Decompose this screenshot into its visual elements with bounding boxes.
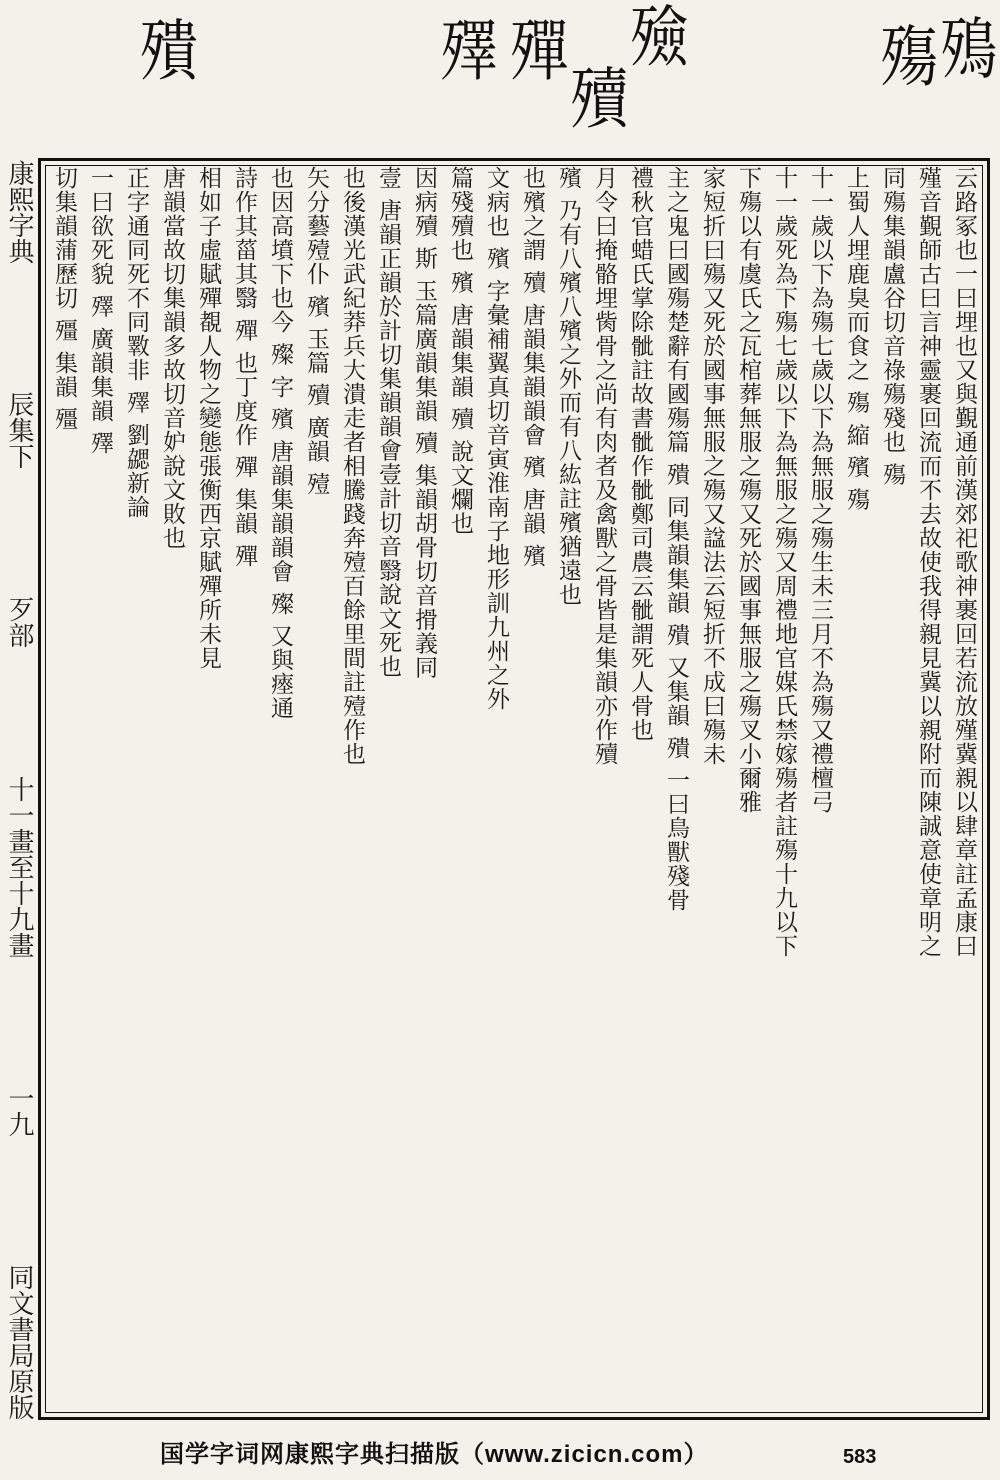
text-column: 唐韻當故切集韻多故切音妒說文敗也: [159, 166, 185, 550]
text-column: 文病也 殯 字彙補翼真切音寅淮南子地形訓九州之外: [483, 166, 509, 711]
seal-char: 殦: [940, 9, 1000, 89]
text-column: 禮秋官蜡氏掌除骴註故書骴作骴鄭司農云骴謂死人骨也: [627, 166, 653, 742]
text-column: 同殤集韻盧谷切音祿殤殘也 殤: [879, 166, 905, 487]
seal-char: 殫: [510, 11, 571, 91]
text-column: 家短折曰殤又死於國事無服之殤又諡法云短折不成曰殤未: [699, 166, 725, 766]
text-column: 切集韻蒲歷切 殭 集韻 殭: [51, 166, 77, 431]
text-column: 也殯之謂 殰 唐韻集韻韻會 殯 唐韻 殯: [519, 166, 545, 568]
seal-char: 殮: [630, 0, 691, 77]
text-column: 詩作其菑其翳 殫 也丁度作 殫 集韻 殫: [231, 166, 257, 568]
running-header: [0, 160, 38, 1420]
text-column: 殣音覲師古曰言神靈裹回流而不去故使我得親見冀以親附而陳誠意使章明之: [915, 166, 941, 958]
text-column: 相如子虛賦殫覩人物之變態張衡西京賦殫所未見: [195, 166, 221, 670]
footer-source: 国学字词网康熙字典扫描版（www.zicicn.com）: [160, 1441, 709, 1468]
seal-char: 殰: [570, 59, 631, 139]
text-column: 十一歲死為下殤七歲以下為無服之殤又周禮地官媒氏禁嫁殤者註殤十九以下: [771, 166, 797, 958]
text-column: 十一歲以下為殤七歲以下為無服之殤生未三月不為殤又禮檀弓: [807, 166, 833, 814]
footer: [0, 1430, 1000, 1470]
text-column: 主之鬼曰國殤楚辭有國殤篇 殨 同集韻集韻 殨 又集韻 殨 一曰鳥獸殘骨: [663, 166, 689, 912]
page-number: 583: [843, 1446, 877, 1468]
text-column: 殯 乃有八殯八殯之外而有八紘註殯猶遠也: [555, 166, 581, 607]
text-column: 矢分藝殪仆 殯 玉篇 殰 廣韻 殪: [303, 166, 329, 496]
radical-label: 歹部: [4, 596, 34, 649]
seal-script-header: [40, 0, 1000, 150]
stroke-range: 十一畫至十九畫: [4, 775, 34, 958]
dictionary-body: [46, 166, 982, 1412]
text-column: 也後漢光武紀莽兵大潰走者相騰踐奔殪百餘里間註殪作也: [339, 166, 365, 766]
text-column: 月令曰掩骼埋胔骨之尚有肉者及禽獸之骨皆是集韻亦作殰: [591, 166, 617, 766]
seal-char: 殬: [440, 11, 501, 91]
text-column: 因病殰 斯 玉篇廣韻集韻 殰 集韻胡骨切音搰義同: [411, 166, 437, 680]
text-column: 也因高墳下也今 殩 字 殯 唐韻集韻韻會 殩 又與瘞通: [267, 166, 293, 720]
text-column: 上蜀人埋鹿臭而食之 殤 縮 殯 殤: [843, 166, 869, 512]
text-column: 壹 唐韻正韻於計切集韻韻會壹計切音翳說文死也: [375, 166, 401, 679]
folio-number: 一九: [4, 1084, 34, 1137]
text-column: 正字通同死不同斁非 殬 劉勰新論: [123, 166, 149, 519]
text-column: 云路冢也一曰埋也又與覲通前漢郊祀歌神裹回若流放殣冀親以肆章註孟康曰: [951, 166, 977, 958]
text-column: 一曰欲死貌 殬 廣韻集韻 殬: [87, 166, 113, 455]
text-column: 下殤以有虞氏之瓦棺葬無服之殤又死於國事無服之殤叉小爾雅: [735, 166, 761, 814]
text-column: 篇殘殰也 殯 唐韻集韻 殰 說文爛也: [447, 166, 473, 536]
seal-char: 殨: [140, 11, 201, 91]
publisher-label: 同文書局原版: [4, 1263, 34, 1420]
dictionary-title: 康熙字典: [4, 160, 34, 264]
collection-label: 辰集下: [4, 391, 34, 470]
seal-char: 殤: [880, 17, 941, 97]
